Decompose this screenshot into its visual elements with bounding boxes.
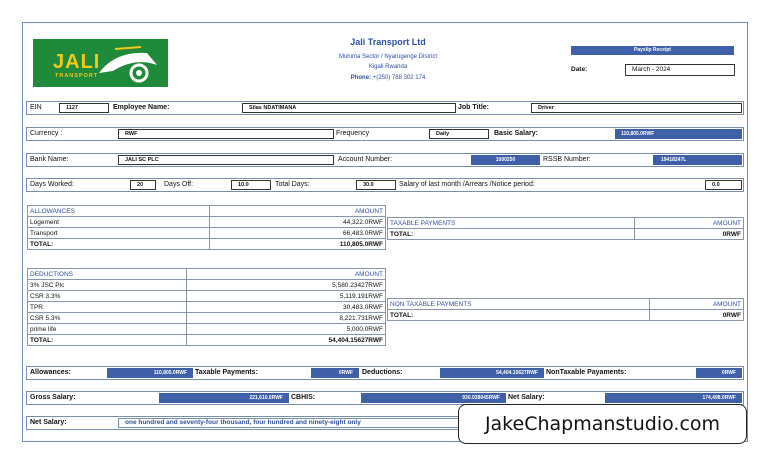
table-row — [28, 228, 386, 239]
taxable-total-value: 0RWF — [635, 229, 744, 240]
total-days-label: Total Days: — [275, 181, 310, 188]
non-taxable-total-label: TOTAL: — [388, 310, 650, 321]
cbhis-label: CBHIS: — [291, 394, 316, 401]
non-taxable-payments-header: NON TAXABLE PAYMENTS — [388, 299, 650, 310]
currency-label: Currency : — [30, 130, 63, 137]
days-off-label: Days Off: — [164, 181, 194, 188]
basic-salary-label: Basic Salary: — [494, 130, 538, 137]
frequency-value: Daily — [429, 129, 489, 139]
last-month-value: 0.0 — [705, 180, 742, 190]
payslip-sheet — [22, 22, 748, 442]
net-salary-value: 174,498.0RWF — [605, 393, 742, 403]
table-row — [28, 324, 386, 335]
deductions-table — [27, 268, 386, 346]
basic-salary-value: 110,805.0RWF — [615, 129, 742, 139]
deduction-name: prime life — [28, 324, 187, 335]
ein-label: EIN — [30, 104, 42, 111]
job-title-label: Job Title: — [458, 104, 489, 111]
bank-name-value: JALI SC PLC — [118, 155, 334, 165]
deductions-total-label: TOTAL: — [28, 335, 187, 346]
non-taxable-total-value: 0RWF — [650, 310, 744, 321]
watermark-text: JakeChapmanstudio.com — [458, 404, 747, 444]
date-label: Date: — [571, 66, 588, 73]
summary-non-taxable-value: 0RWF — [696, 368, 742, 378]
deduction-amount: 5,000.0RWF — [187, 324, 386, 335]
taxable-amount-header: AMOUNT — [635, 218, 744, 229]
logo-subtext: TRANSPORT — [55, 73, 99, 79]
allowances-header: ALLOWANCES — [28, 206, 210, 217]
deduction-name: CSR 3.3% — [28, 291, 187, 302]
deductions-total-value: 54,404.15627RWF — [187, 335, 386, 346]
company-logo — [33, 39, 168, 87]
allowance-name: Logement — [28, 217, 210, 228]
rssb-number-label: RSSB Number: — [543, 156, 591, 163]
summary-taxable-label: Taxable Payments: — [195, 369, 258, 376]
gross-salary-label: Gross Salary: — [30, 394, 76, 401]
allowance-name: Transport — [28, 228, 210, 239]
company-address-line1: Muhima Sector / Nyarugenge District — [338, 54, 438, 60]
table-row — [28, 217, 386, 228]
cbhis-value: 930.038045RWF — [361, 393, 506, 403]
ein-value: 1127 — [59, 103, 109, 113]
account-number-label: Account Number: — [338, 156, 393, 163]
deduction-amount: 30,483.0RWF — [187, 302, 386, 313]
gross-salary-value: 221,610.0RWF — [159, 393, 289, 403]
bank-name-label: Bank Name: — [30, 156, 69, 163]
total-days-value: 30.0 — [356, 180, 396, 190]
taxable-total-label: TOTAL: — [388, 229, 635, 240]
currency-value: RWF — [118, 129, 334, 139]
table-row — [28, 302, 386, 313]
days-worked-label: Days Worked: — [30, 181, 74, 188]
allowances-total-value: 110,805.0RWF — [210, 239, 386, 250]
net-words-value: one hundred and seventy-four thousand, four hundred and ninety-eight only — [118, 418, 488, 428]
phone-value: +(250) 788 302 174 — [372, 75, 426, 81]
net-salary-label: Net Salary: — [508, 394, 545, 401]
net-words-label: Net Salary: — [30, 419, 67, 426]
employee-name-value: Silas NDATIMANA — [242, 103, 456, 113]
allowance-amount: 66,483.0RWF — [210, 228, 386, 239]
last-month-label: Salary of last month /Arrears /Notice period: — [399, 181, 535, 188]
table-row — [28, 280, 386, 291]
taxable-payments-table — [387, 217, 744, 240]
summary-allowances-label: Allowances: — [30, 369, 71, 376]
deductions-header: DEDUCTIONS — [28, 269, 187, 280]
non-taxable-amount-header: AMOUNT — [650, 299, 744, 310]
company-name: Jali Transport Ltd — [350, 37, 426, 47]
rssb-number-value: 19418247L — [653, 155, 742, 165]
company-phone — [283, 75, 493, 81]
allowances-amount-header: AMOUNT — [210, 206, 386, 217]
summary-taxable-value: 0RWF — [311, 368, 359, 378]
job-title-value: Driver — [531, 103, 742, 113]
company-address-line2: Kigali Rwanda — [368, 64, 408, 70]
table-row — [28, 291, 386, 302]
car-icon — [95, 43, 165, 85]
taxable-payments-header: TAXABLE PAYMENTS — [388, 218, 635, 229]
deductions-amount-header: AMOUNT — [187, 269, 386, 280]
deduction-amount: 5,119.191RWF — [187, 291, 386, 302]
summary-non-taxable-label: NonTaxable Payaments: — [546, 369, 627, 376]
table-row — [28, 313, 386, 324]
days-off-value: 10.0 — [231, 180, 271, 190]
allowance-amount: 44,322.0RWF — [210, 217, 386, 228]
deduction-name: TPR — [28, 302, 187, 313]
frequency-label: Frequency — [336, 130, 370, 137]
non-taxable-payments-table — [387, 298, 744, 321]
deduction-name: CSR 5.3% — [28, 313, 187, 324]
date-value: March - 2024 — [625, 64, 735, 76]
days-worked-value: 20 — [130, 180, 156, 190]
account-number-value: 1000250 — [471, 155, 540, 165]
summary-deductions-label: Deductions: — [362, 369, 403, 376]
allowances-total-label: TOTAL: — [28, 239, 210, 250]
summary-deductions-value: 54,404.15627RWF — [440, 368, 544, 378]
summary-allowances-value: 110,805.0RWF — [107, 368, 193, 378]
allowances-table — [27, 205, 386, 250]
logo-text: JALI — [53, 51, 101, 73]
deduction-amount: 8,221.731RWF — [187, 313, 386, 324]
deduction-name: 3% JSC Plc — [28, 280, 187, 291]
employee-name-label: Employee Name: — [113, 104, 170, 111]
receipt-title: Payslip Receipt — [571, 46, 734, 55]
phone-label: Phone: — [350, 75, 372, 81]
deduction-amount: 5,580.23427RWF — [187, 280, 386, 291]
